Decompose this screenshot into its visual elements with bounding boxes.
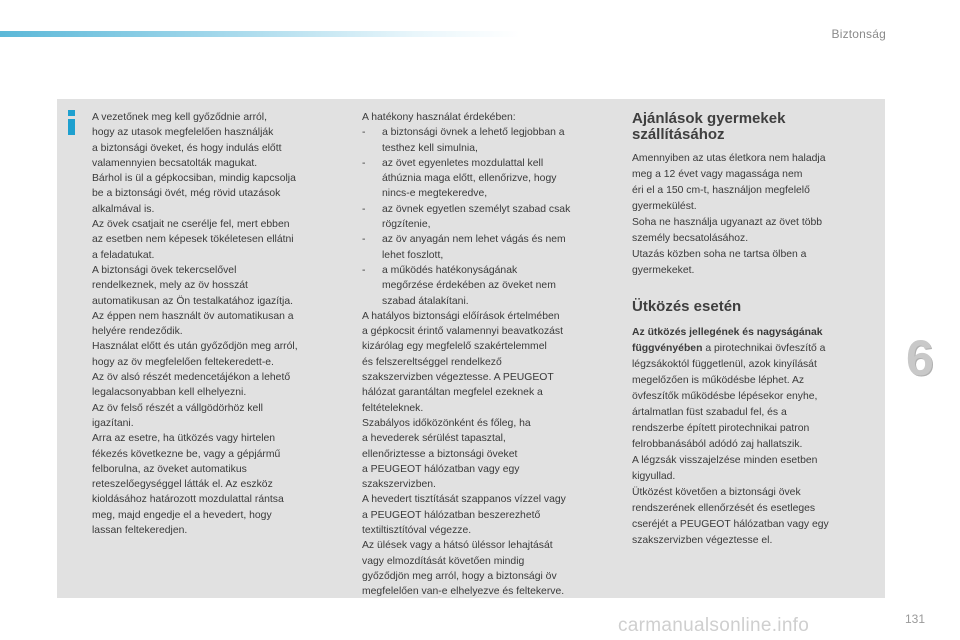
text-line: meg, majd engedje el a hevedert, hogy bbox=[92, 509, 272, 521]
heading-line: Ajánlások gyermekek bbox=[632, 110, 786, 127]
text-line: fékezés következne be, vagy a gépjármű bbox=[92, 448, 281, 460]
dash-bullet: - bbox=[362, 203, 366, 215]
text-line: Bárhol is ül a gépkocsiban, mindig kapcsolja bbox=[92, 173, 296, 185]
text-line: a feladatukat. bbox=[92, 249, 155, 261]
text-line: valamennyien becsatolták magukat. bbox=[92, 157, 258, 169]
text-line: Szabályos időközönként és főleg, ha bbox=[362, 417, 531, 429]
list-item-line: testhez kell simulnia, bbox=[382, 142, 478, 154]
heading-collision: Ütközés esetén bbox=[632, 298, 742, 315]
intro-text: A hatékony használat érdekében: bbox=[362, 112, 516, 123]
list-item-line: nincs-e megtekeredve, bbox=[382, 188, 488, 200]
text-line: reteszelőegységgel látták el. Az eszköz bbox=[92, 479, 273, 491]
collision-text bbox=[632, 325, 872, 549]
text-line: kigyullad. bbox=[632, 471, 676, 482]
text-line: felrobbanásából adódó zaj hallatszik. bbox=[632, 439, 803, 450]
text-line: A hatályos biztonsági előírások értelmében bbox=[362, 310, 560, 322]
dash-bullet: - bbox=[362, 264, 366, 276]
text-line: megelőzően is működésbe léphet. Az bbox=[632, 375, 805, 386]
text-line: Arra az esetre, ha ütközés vagy hirtelen bbox=[92, 433, 276, 445]
dash-bullet: - bbox=[362, 157, 366, 169]
column-left bbox=[92, 110, 348, 538]
list-item-line: áthúznia maga előtt, ellenőrizve, hogy bbox=[382, 173, 557, 185]
watermark: carmanualsonline.info bbox=[618, 615, 810, 636]
text-line: gyermekeket. bbox=[632, 265, 695, 276]
text-line: Soha ne használja ugyanazt az övet több bbox=[632, 217, 823, 228]
chapter-number: 6 bbox=[906, 330, 934, 386]
text-line: övfeszítők működésbe lépésekor enyhe, bbox=[632, 391, 818, 402]
text-line: felborulna, az öveket automatikus bbox=[92, 463, 247, 475]
text-line: kizárólag egy megfelelő szakértelemmel bbox=[362, 341, 547, 353]
text-line: cseréjét a PEUGEOT hálózatban vagy egy bbox=[632, 519, 829, 530]
text-line: Az övek csatjait ne cserélje fel, mert ebben bbox=[92, 219, 290, 231]
text-line: igazítani. bbox=[92, 417, 134, 429]
heading-line: szállításához bbox=[632, 126, 725, 143]
dash-bullet: - bbox=[362, 234, 366, 246]
text-line: a gépkocsit érintő valamennyi beavatkozást bbox=[362, 326, 563, 338]
child-transport-text bbox=[632, 151, 872, 279]
list-item-line: szabad átalakítani. bbox=[382, 295, 469, 307]
text-line: Amennyiben az utas életkora nem haladja bbox=[632, 153, 826, 164]
text-line: Használat előtt és után győződjön meg arról, bbox=[92, 341, 298, 353]
dash-bullet: - bbox=[362, 127, 366, 139]
text-line: szakszervizben. bbox=[362, 479, 436, 491]
text-line: a biztonsági öveket, és hogy indulás előtt bbox=[92, 142, 282, 154]
text-line: személy becsatolásához. bbox=[632, 233, 749, 244]
list-item bbox=[362, 263, 614, 309]
text-line: a PEUGEOT hálózatban beszerezhető bbox=[362, 509, 541, 521]
text-line: textiltisztítóval végezze. bbox=[362, 525, 472, 537]
text-line: A hevedert tisztítását szappanos vízzel vagy bbox=[362, 494, 566, 506]
list-item-line: lehet foszlott, bbox=[382, 249, 444, 261]
text-line: éri el a 150 cm-t, használjon megfelelő bbox=[632, 185, 810, 196]
info-icon bbox=[67, 110, 77, 134]
collision-first-line: függvényében a pirotechnikai övfeszítő a bbox=[632, 343, 826, 354]
collision-bold-line: Az ütközés jellegének és nagyságának bbox=[632, 327, 823, 338]
section-title: Biztonság bbox=[831, 27, 886, 41]
list-item-line: az övet egyenletes mozdulattal kell bbox=[382, 157, 544, 169]
column-right bbox=[632, 110, 872, 549]
page-number: 131 bbox=[905, 612, 926, 626]
list-item-line: az öv anyagán nem lehet vágás és nem bbox=[382, 234, 566, 246]
text-line: helyére rendeződik. bbox=[92, 326, 183, 338]
text-line: feltételeknek. bbox=[362, 402, 424, 414]
text-line: megfelelően van-e elhelyezve és feltekerve. bbox=[362, 586, 565, 598]
list-item-line: rögzítenie, bbox=[382, 219, 431, 231]
text-line: győződjön meg arról, hogy a biztonsági öv bbox=[362, 570, 557, 582]
list-item bbox=[362, 232, 614, 263]
column-middle bbox=[362, 110, 614, 600]
text-line: legalacsonyabban kell elhelyezni. bbox=[92, 387, 247, 399]
text-line: a PEUGEOT hálózatban vagy egy bbox=[362, 463, 520, 475]
text-line: be a biztonsági övét, még rövid utazások bbox=[92, 188, 281, 200]
text-line: Ütközést követően a biztonsági övek bbox=[632, 487, 801, 498]
text-line: az esetben nem képesek tökéletesen ellátni bbox=[92, 234, 294, 246]
recommendation-list bbox=[362, 125, 614, 309]
text-line: és felszereltséggel rendelkező bbox=[362, 356, 502, 368]
list-item bbox=[362, 202, 614, 233]
text-line: A vezetőnek meg kell győződnie arról, bbox=[92, 112, 268, 123]
list-item-line: megőrzése érdekében az öveket nem bbox=[382, 280, 556, 292]
text-line: meg a 12 évet vagy magassága nem bbox=[632, 169, 803, 180]
list-item bbox=[362, 125, 614, 156]
text-line: hogy az utasok megfelelően használják bbox=[92, 127, 274, 139]
text-line: rendszerének ellenőrzését és esetleges bbox=[632, 503, 816, 514]
heading-child-transport bbox=[632, 111, 872, 143]
text-line: Az öv alsó részét medencetájékon a lehető bbox=[92, 372, 291, 384]
text-line: kioldásához határozott mozdulattal rántsa bbox=[92, 494, 284, 506]
list-item-line: a működés hatékonyságának bbox=[382, 264, 518, 276]
text-line: rendszerbe épített pirotechnikai patron bbox=[632, 423, 810, 434]
text-line: Az öv felső részét a vállgödörhöz kell bbox=[92, 402, 263, 414]
list-item-line: a biztonsági övnek a lehető legjobban a bbox=[382, 127, 565, 139]
text-line: Az ülések vagy a hátsó üléssor lehajtását bbox=[362, 540, 553, 552]
text-line: vagy elmozdítását követően mindig bbox=[362, 555, 525, 567]
text-line: a hevederek sérülést tapasztal, bbox=[362, 433, 506, 445]
text-line: szakszervizben végeztesse. A PEUGEOT bbox=[362, 372, 554, 384]
text-line: alkalmával is. bbox=[92, 203, 155, 215]
text-line: lassan feltekeredjen. bbox=[92, 525, 188, 537]
maintenance-text bbox=[362, 309, 614, 600]
text-line: rendelkeznek, mely az öv hosszát bbox=[92, 280, 248, 292]
text-line: hálózat garantáltan megfelel ezeknek a bbox=[362, 387, 543, 399]
text-line: ellenőriztesse a biztonsági öveket bbox=[362, 448, 518, 460]
text-line: ártalmatlan füst szabadul fel, és a bbox=[632, 407, 787, 418]
text-line: hogy az öv megfelelően feltekeredett-e. bbox=[92, 356, 274, 368]
text-line: automatikusan az Ön testalkatához igazítja. bbox=[92, 295, 293, 307]
text-line: gyermekülést. bbox=[632, 201, 697, 212]
text-line: Utazás közben soha ne tartsa ölben a bbox=[632, 249, 807, 260]
text-line: szakszervizben végeztesse el. bbox=[632, 535, 773, 546]
top-accent-bar bbox=[0, 31, 520, 37]
text-line: A biztonsági övek tekercselővel bbox=[92, 264, 237, 276]
list-item bbox=[362, 156, 614, 202]
text-line: Az éppen nem használt öv automatikusan a bbox=[92, 310, 294, 322]
list-item-line: az övnek egyetlen személyt szabad csak bbox=[382, 203, 571, 215]
text-line: A légzsák visszajelzése minden esetben bbox=[632, 455, 818, 466]
text-line: légzsákoktól függetlenül, azok kinyílását bbox=[632, 359, 817, 370]
